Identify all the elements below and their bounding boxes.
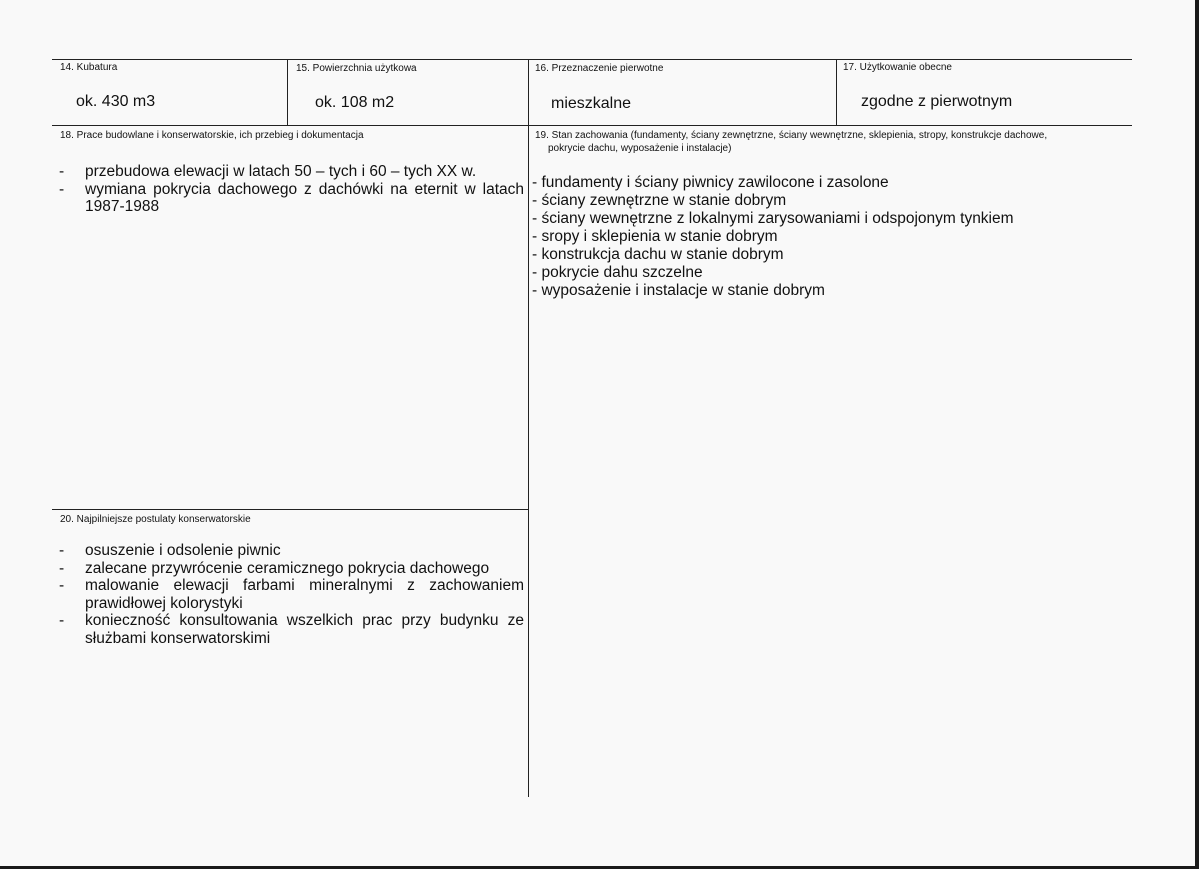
scan-edge-right — [1195, 0, 1199, 869]
list-item: - ściany zewnętrzne w stanie dobrym — [532, 192, 787, 209]
field-16-value: mieszkalne — [551, 95, 632, 112]
field-19-label: 19. Stan zachowania (fundamenty, ściany zewnętrzne, ściany wewnętrzne, sklepienia, stropy, konstrukcje dachowe, — [535, 130, 1048, 141]
field-18-label: 18. Prace budowlane i konserwatorskie, ich przebieg i dokumentacja — [60, 130, 364, 141]
field-18-list — [57, 163, 524, 216]
list-item: - konieczność konsultowania wszelkich prac przy budynku ze służbami konserwatorskimi — [57, 612, 524, 647]
list-item: - fundamenty i ściany piwnicy zawilocone i zasolone — [532, 174, 889, 191]
field-16-label: 16. Przeznaczenie pierwotne — [535, 63, 664, 74]
list-item: - wymiana pokrycia dachowego z dachówki na eternit w latach 1987-1988 — [57, 181, 524, 216]
field-14-label: 14. Kubatura — [60, 62, 118, 73]
grid-line-top — [52, 59, 1132, 60]
list-item: - malowanie elewacji farbami mineralnymi z zachowaniem prawidłowej kolorystyki — [57, 577, 524, 612]
list-item: - przebudowa elewacji w latach 50 – tych i 60 – tych XX w. — [57, 163, 524, 181]
field-15-value: ok. 108 m2 — [315, 94, 395, 111]
grid-line-section20-top — [52, 509, 529, 510]
grid-line-row1-bottom — [52, 125, 1132, 126]
list-item: - sropy i sklepienia w stanie dobrym — [532, 228, 778, 245]
field-19-label-cont: pokrycie dachu, wyposażenie i instalacje) — [548, 143, 732, 154]
field-19-list — [532, 174, 1014, 300]
list-item: - pokrycie dahu szczelne — [532, 264, 703, 281]
list-item: - osuszenie i odsolenie piwnic — [57, 542, 524, 560]
grid-line-col3 — [836, 59, 837, 126]
list-item: - zalecane przywrócenie ceramicznego pokrycia dachowego — [57, 560, 524, 578]
grid-line-col1 — [287, 59, 288, 126]
list-item: - konstrukcja dachu w stanie dobrym — [532, 246, 784, 263]
field-17-value: zgodne z pierwotnym — [861, 93, 1013, 110]
grid-line-col2 — [528, 59, 529, 797]
field-14-value: ok. 430 m3 — [76, 93, 156, 110]
list-item: - wyposażenie i instalacje w stanie dobrym — [532, 282, 825, 299]
list-item: - ściany wewnętrzne z lokalnymi zarysowaniami i odspojonym tynkiem — [532, 210, 1014, 227]
field-20-list — [57, 542, 524, 647]
field-17-label: 17. Użytkowanie obecne — [843, 62, 952, 73]
field-20-label: 20. Najpilniejsze postulaty konserwatorskie — [60, 514, 251, 525]
field-15-label: 15. Powierzchnia użytkowa — [296, 63, 417, 74]
